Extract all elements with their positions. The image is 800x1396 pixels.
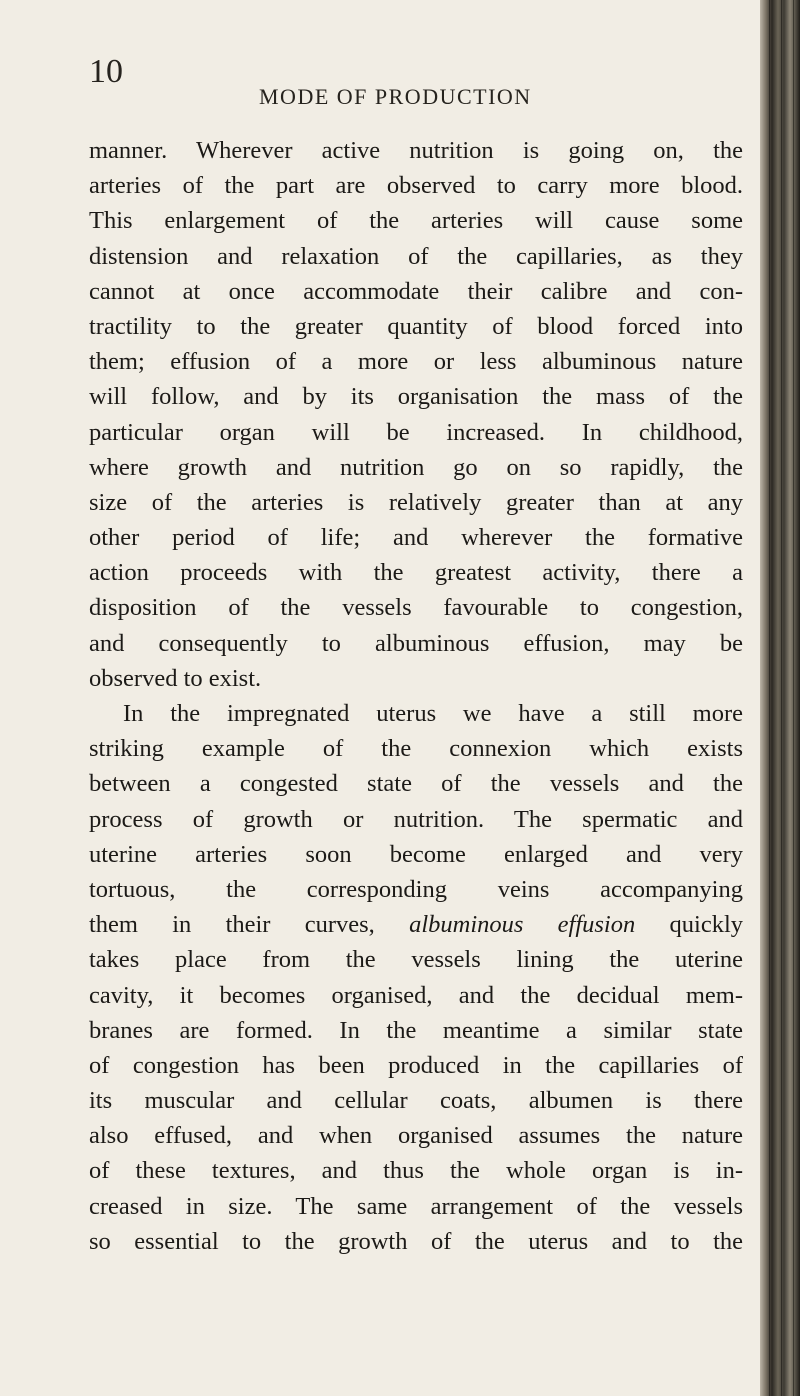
text-line: other period of life; and wherever the formative	[89, 524, 743, 552]
text-line: particular organ will be increased. In childhood,	[89, 418, 743, 446]
text-line: takes place from the vessels lining the uterine	[89, 946, 743, 974]
text-line: cannot at once accommodate their calibre and con-	[89, 277, 743, 305]
book-spine-edge	[760, 0, 800, 1396]
text-line: also effused, and when organised assumes the nature	[89, 1122, 743, 1150]
text-line: striking example of the connexion which exists	[89, 735, 743, 763]
paragraph-start-line: In the impregnated uterus we have a still more	[123, 700, 743, 727]
text-line: branes are formed. In the meantime a similar state	[89, 1016, 743, 1044]
text-line: of these textures, and thus the whole organ is in-	[89, 1157, 743, 1185]
text-line: where growth and nutrition go on so rapidly, the	[89, 453, 743, 481]
text-line: of congestion has been produced in the capillaries of	[89, 1051, 743, 1079]
line-text-before-italic: them in their curves,	[89, 911, 410, 939]
text-line: action proceeds with the greatest activity, there a	[89, 559, 743, 587]
paragraph-end-line: observed to exist.	[89, 664, 262, 692]
page-number: 10	[89, 53, 123, 90]
text-line: them; effusion of a more or less albuminous nature	[89, 348, 743, 376]
text-line: its muscular and cellular coats, albumen is there	[89, 1087, 743, 1115]
text-line: between a congested state of the vessels and the	[89, 770, 743, 798]
italic-phrase: albuminous effusion	[409, 911, 636, 939]
text-line: so essential to the growth of the uterus and to the	[89, 1227, 743, 1255]
spine-edge-line	[793, 0, 794, 1396]
text-line: will follow, and by its organisation the mass of the	[89, 383, 743, 411]
running-head: MODE OF PRODUCTION	[259, 84, 532, 109]
text-line: process of growth or nutrition. The spermatic and	[89, 805, 743, 833]
text-line-with-italic	[89, 907, 743, 942]
spine-edge-line	[769, 0, 770, 1396]
text-line: and consequently to albuminous effusion, may be	[89, 629, 743, 657]
text-line: tortuous, the corresponding veins accompanying	[89, 875, 743, 903]
body-text	[89, 133, 743, 1259]
text-line: arteries of the part are observed to carry more blood.	[89, 172, 743, 200]
text-line: size of the arteries is relatively greater than at any	[89, 488, 743, 516]
text-line: This enlargement of the arteries will cause some	[89, 207, 743, 235]
text-line: manner. Wherever active nutrition is going on, the	[89, 137, 743, 164]
text-line: cavity, it becomes organised, and the decidual mem-	[89, 981, 743, 1009]
text-line: disposition of the vessels favourable to congestion,	[89, 594, 743, 622]
text-line: creased in size. The same arrangement of the vessels	[89, 1192, 743, 1220]
line-text-after-italic: quickly	[635, 911, 743, 939]
spine-edge-line	[781, 0, 782, 1396]
text-line: uterine arteries soon become enlarged and very	[89, 840, 743, 868]
text-line: tractility to the greater quantity of blood forced into	[89, 312, 743, 340]
text-line: distension and relaxation of the capillaries, as they	[89, 242, 743, 270]
